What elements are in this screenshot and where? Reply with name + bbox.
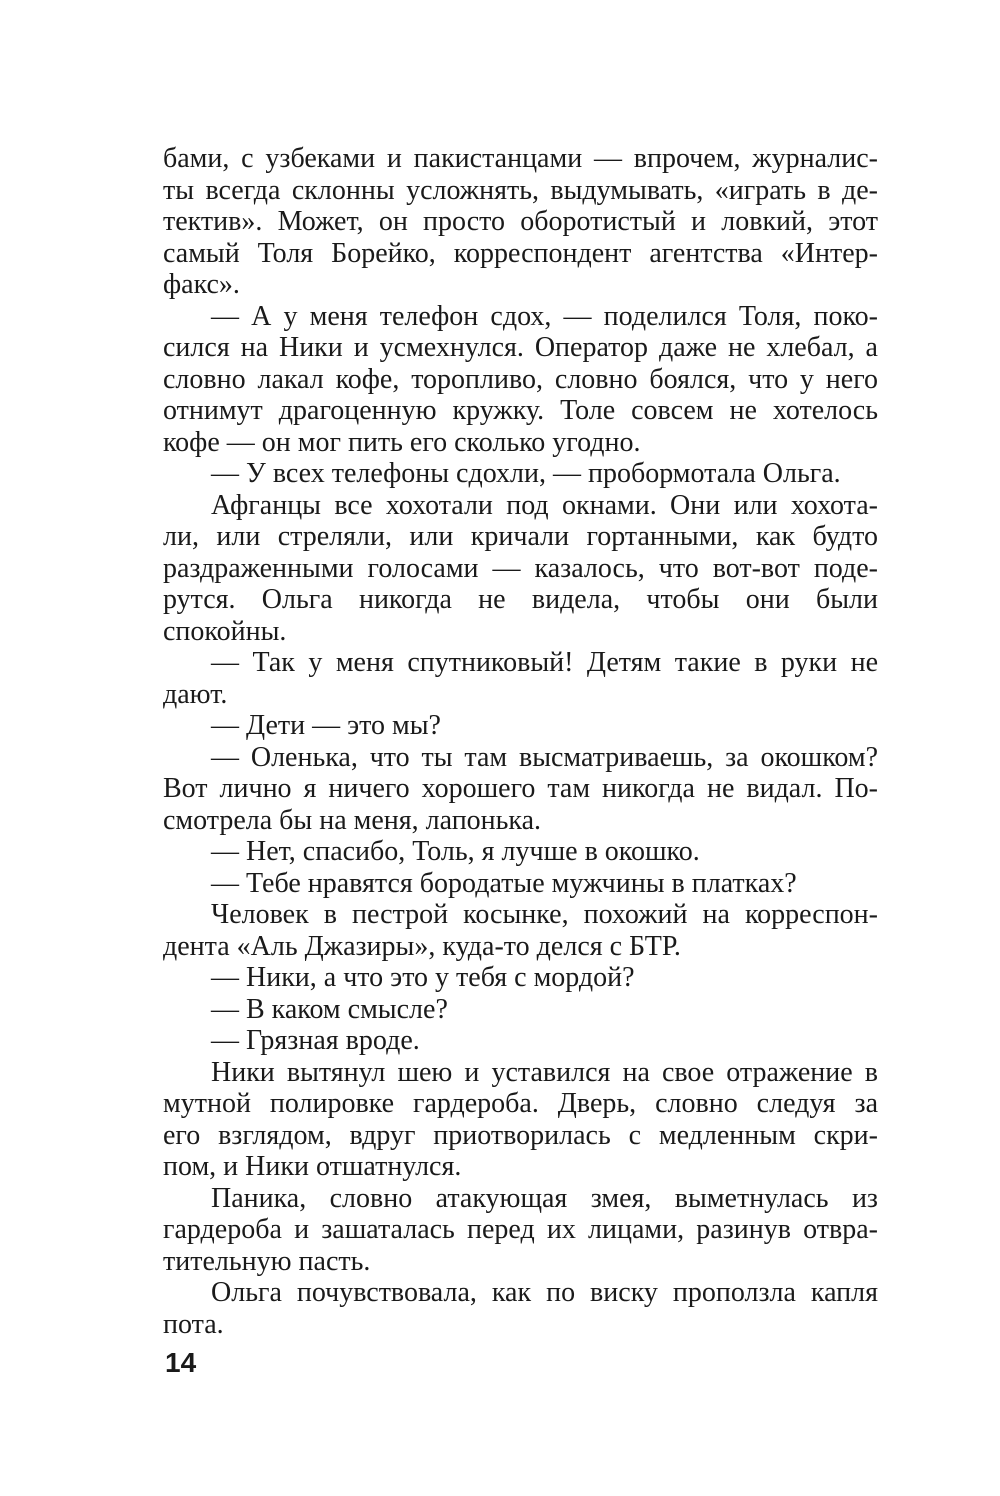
text-line: — Оленька, что ты там высматриваешь, за окошком? — [211, 741, 878, 773]
text-line: — Так у меня спутниковый! Детям такие в руки не — [211, 647, 878, 678]
text-line: мутной полировке гардероба. Дверь, словно следуя за — [163, 1088, 878, 1119]
page-number: 14 — [165, 1347, 197, 1378]
text-line: Паника, словно атакующая змея, выметнулась из — [211, 1182, 878, 1214]
text-line: Афганцы все хохотали под окнами. Они или хохота- — [211, 489, 878, 521]
text-line: тектив». Может, он просто оборотистый и ловкий, этот — [163, 206, 878, 237]
text-line: пота. — [163, 1308, 224, 1340]
text-line: Ники вытянул шею и уставился на свое отражение в — [211, 1056, 878, 1088]
text-line: — В каком смысле? — [211, 993, 448, 1025]
text-line: раздраженными голосами — казалось, что вот-вот поде- — [163, 552, 878, 584]
text-line: сился на Ники и усмехнулся. Оператор даже не хлебал, а — [163, 332, 878, 363]
text-line: факс». — [163, 269, 240, 300]
text-line: его взглядом, вдруг приотворилась с медленным скри- — [163, 1119, 878, 1151]
text-line: ты всегда склонны усложнять, выдумывать, «играть в де- — [163, 174, 878, 206]
text-line: кофе — он мог пить его сколько угодно. — [163, 426, 641, 458]
text-line: — Ники, а что это у тебя с мордой? — [211, 962, 635, 993]
text-line: ли, или стреляли, или кричали гортанными, как будто — [163, 521, 878, 552]
text-line: — А у меня телефон сдох, — поделился Толя, поко- — [211, 300, 878, 332]
body-text — [163, 143, 878, 1340]
text-line: Ольга почувствовала, как по виску проползла капля — [211, 1277, 878, 1308]
text-line: спокойны. — [163, 615, 287, 647]
text-line: — Тебе нравятся бородатые мужчины в платках? — [211, 867, 797, 899]
text-line: Человек в пестрой косынке, похожий на корреспон- — [211, 899, 878, 930]
text-line: — У всех телефоны сдохли, — пробормотала Ольга. — [211, 458, 841, 489]
text-line: гардероба и зашаталась перед их лицами, разинув отвра- — [163, 1214, 878, 1245]
text-line: отнимут драгоценную кружку. Толе совсем не хотелось — [163, 395, 878, 426]
text-line: дента «Аль Джазиры», куда-то делся с БТР. — [163, 930, 681, 962]
text-line: Вот лично я ничего хорошего там никогда не видал. По- — [163, 773, 878, 804]
text-line: — Грязная вроде. — [211, 1025, 420, 1056]
text-line: самый Толя Борейко, корреспондент агентства «Интер- — [163, 237, 878, 269]
text-line: — Дети — это мы? — [211, 710, 441, 741]
text-line: дают. — [163, 678, 228, 710]
text-line: смотрела бы на меня, лапонька. — [163, 804, 542, 836]
text-line: словно лакал кофе, торопливо, словно боялся, что у него — [163, 363, 878, 395]
text-line: бами, с узбеками и пакистанцами — впрочем, журналис- — [163, 143, 878, 174]
text-line: пом, и Ники отшатнулся. — [163, 1151, 462, 1182]
text-line: — Нет, спасибо, Толь, я лучше в окошко. — [211, 836, 700, 867]
text-line: тительную пасть. — [163, 1245, 371, 1277]
text-line: рутся. Ольга никогда не видела, чтобы они были — [163, 584, 878, 615]
